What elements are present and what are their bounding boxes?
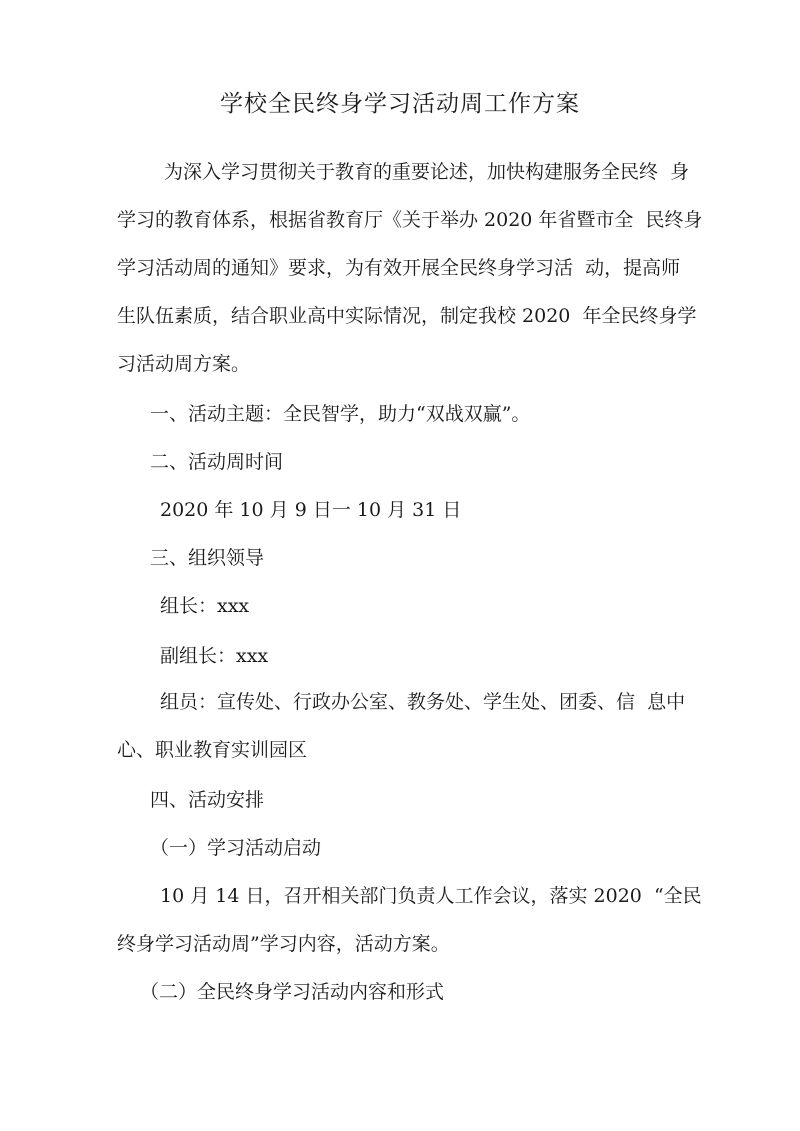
body-line: 终身学习活动周”学习内容，活动方案。	[117, 933, 450, 955]
body-line: 组员：宣传处、行政办公室、教务处、学生处、团委、信 息中	[160, 691, 686, 713]
body-line: 学习活动周的通知》要求，为有效开展全民终身学习活 动，提高师	[117, 257, 681, 279]
body-line: 学习的教育体系，根据省教育厅《关于举办 2020 年省暨市全 民终身	[117, 209, 703, 231]
section-heading: 三、组织领导	[150, 547, 265, 569]
body-line: 副组长：xxx	[160, 645, 269, 667]
document-title: 学校全民终身学习活动周工作方案	[220, 91, 580, 117]
body-line: 10 月 14 日，召开相关部门负责人工作会议，落实 2020 “全民	[160, 885, 702, 907]
section-heading: 一、活动主题：全民智学，助力“双战双赢”。	[150, 403, 531, 425]
body-line: 心、职业教育实训园区	[117, 739, 308, 761]
body-line: 2020 年 10 月 9 日一 10 月 31 日	[160, 499, 462, 521]
body-line: 组长：xxx	[160, 595, 250, 617]
body-line: 生队伍素质，结合职业高中实际情况，制定我校 2020 年全民终身学	[117, 305, 697, 327]
subsection-heading: （一）学习活动启动	[150, 837, 322, 859]
body-line: 习活动周方案。	[117, 353, 251, 375]
subsection-heading: （二）全民终身学习活动内容和形式	[140, 981, 445, 1003]
section-heading: 二、活动周时间	[150, 451, 284, 473]
body-line: 为深入学习贯彻关于教育的重要论述，加快构建服务全民终 身	[164, 161, 690, 183]
section-heading: 四、活动安排	[150, 789, 265, 811]
